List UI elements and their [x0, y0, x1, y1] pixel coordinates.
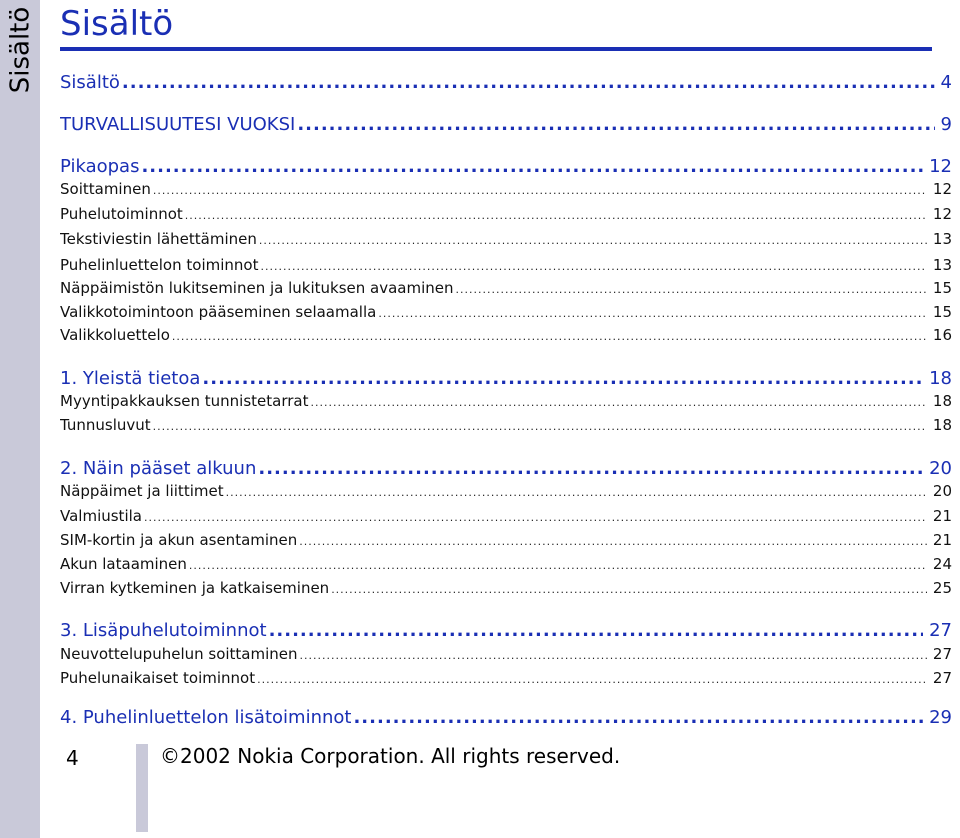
toc-entry-title: Tekstiviestin lähettäminen	[60, 230, 257, 248]
toc-leader-dots	[299, 536, 927, 547]
toc-entry-title: Valikkotoimintoon pääseminen selaamalla	[60, 303, 377, 321]
toc-leader-dots	[172, 331, 927, 342]
toc-entry-page: 16	[932, 326, 952, 344]
toc-entry-page: 20	[932, 482, 952, 500]
toc-heading-entry[interactable]	[60, 156, 952, 180]
toc-entry-title: Näppäimistön lukitseminen ja lukituksen avaaminen	[60, 279, 454, 297]
toc-entry-page: 29	[929, 707, 952, 728]
footer-page-number: 4	[66, 746, 79, 770]
toc-leader-dots	[141, 158, 923, 176]
toc-subentry[interactable]	[60, 279, 952, 299]
toc-leader-dots	[258, 460, 923, 478]
toc-entry-title: Akun lataaminen	[60, 555, 187, 573]
toc-entry-page: 27	[929, 620, 952, 641]
toc-entry-title: Pikaopas	[60, 156, 140, 177]
page-title: Sisältö	[60, 4, 174, 44]
toc-entry-page: 15	[932, 279, 952, 297]
toc-subentry[interactable]	[60, 507, 952, 527]
toc-entry-title: Valikkoluettelo	[60, 326, 170, 344]
toc-entry-page: 12	[932, 180, 952, 198]
toc-leader-dots	[353, 709, 923, 727]
toc-leader-dots	[300, 650, 927, 661]
toc-entry-title: Sisältö	[60, 72, 120, 93]
toc-subentry[interactable]	[60, 416, 952, 436]
toc-leader-dots	[331, 584, 927, 595]
toc-entry-page: 24	[932, 555, 952, 573]
toc-entry-page: 9	[940, 114, 952, 135]
toc-leader-dots	[311, 397, 927, 408]
toc-leader-dots	[153, 421, 927, 432]
toc-entry-title: Tunnusluvut	[60, 416, 151, 434]
toc-entry-title: 2. Näin pääset alkuun	[60, 458, 257, 479]
toc-leader-dots	[297, 116, 934, 134]
toc-entry-title: Puhelutoiminnot	[60, 205, 183, 223]
side-strip	[0, 0, 40, 838]
toc-entry-title: Puhelinluettelon toiminnot	[60, 256, 259, 274]
toc-heading-entry[interactable]	[60, 707, 952, 731]
toc-leader-dots	[269, 622, 924, 640]
toc-entry-title: Näppäimet ja liittimet	[60, 482, 224, 500]
toc-leader-dots	[144, 512, 927, 523]
toc-entry-page: 20	[929, 458, 952, 479]
toc-entry-page: 21	[932, 531, 952, 549]
toc-subentry[interactable]	[60, 326, 952, 346]
toc-entry-title: Puhelunaikaiset toiminnot	[60, 669, 256, 687]
toc-subentry[interactable]	[60, 205, 952, 225]
toc-entry-title: 3. Lisäpuhelutoiminnot	[60, 620, 267, 641]
toc-leader-dots	[378, 308, 927, 319]
footer-copyright: ©2002 Nokia Corporation. All rights reserved.	[160, 744, 621, 768]
toc-entry-page: 15	[932, 303, 952, 321]
toc-leader-dots	[153, 185, 927, 196]
toc-heading-entry[interactable]	[60, 72, 952, 96]
toc-entry-title: Virran kytkeminen ja katkaiseminen	[60, 579, 330, 597]
toc-entry-page: 12	[932, 205, 952, 223]
toc-entry-page: 18	[932, 416, 952, 434]
toc-heading-entry[interactable]	[60, 458, 952, 482]
toc-entry-title: 4. Puhelinluettelon lisätoiminnot	[60, 707, 352, 728]
toc-entry-page: 4	[940, 72, 952, 93]
toc-entry-page: 18	[929, 368, 952, 389]
toc-leader-dots	[226, 487, 927, 498]
toc-subentry[interactable]	[60, 180, 952, 200]
toc-subentry[interactable]	[60, 531, 952, 551]
title-divider	[60, 47, 932, 51]
toc-entry-page: 25	[932, 579, 952, 597]
side-tab-text: Sisältö	[5, 6, 35, 94]
toc-heading-entry[interactable]	[60, 620, 952, 644]
toc-leader-dots	[260, 261, 926, 272]
toc-leader-dots	[259, 235, 927, 246]
toc-entry-title: 1. Yleistä tietoa	[60, 368, 201, 389]
toc-subentry[interactable]	[60, 645, 952, 665]
toc-entry-title: SIM-kortin ja akun asentaminen	[60, 531, 298, 549]
toc-heading-entry[interactable]	[60, 114, 952, 138]
toc-entry-page: 27	[932, 669, 952, 687]
footer-bar	[136, 744, 148, 832]
toc-entry-title: Soittaminen	[60, 180, 151, 198]
toc-entry-page: 12	[929, 156, 952, 177]
toc-leader-dots	[122, 74, 935, 92]
side-tab-label	[0, 0, 40, 100]
toc-leader-dots	[456, 284, 927, 295]
toc-heading-entry[interactable]	[60, 368, 952, 392]
toc-subentry[interactable]	[60, 669, 952, 689]
toc-leader-dots	[202, 370, 923, 388]
toc-entry-page: 27	[932, 645, 952, 663]
toc-entry-title: TURVALLISUUTESI VUOKSI	[60, 114, 296, 135]
toc-entry-page: 18	[932, 392, 952, 410]
toc-subentry[interactable]	[60, 482, 952, 502]
toc-entry-title: Valmiustila	[60, 507, 142, 525]
toc-subentry[interactable]	[60, 555, 952, 575]
toc-entry-page: 13	[932, 230, 952, 248]
toc-subentry[interactable]	[60, 303, 952, 323]
toc-leader-dots	[257, 674, 927, 685]
toc-leader-dots	[185, 210, 927, 221]
toc-entry-title: Neuvottelupuhelun soittaminen	[60, 645, 298, 663]
toc-entry-page: 21	[932, 507, 952, 525]
toc-subentry[interactable]	[60, 392, 952, 412]
toc-subentry[interactable]	[60, 579, 952, 599]
toc-subentry[interactable]	[60, 256, 952, 276]
toc-leader-dots	[189, 560, 927, 571]
toc-entry-title: Myyntipakkauksen tunnistetarrat	[60, 392, 309, 410]
toc-subentry[interactable]	[60, 230, 952, 250]
toc-entry-page: 13	[932, 256, 952, 274]
